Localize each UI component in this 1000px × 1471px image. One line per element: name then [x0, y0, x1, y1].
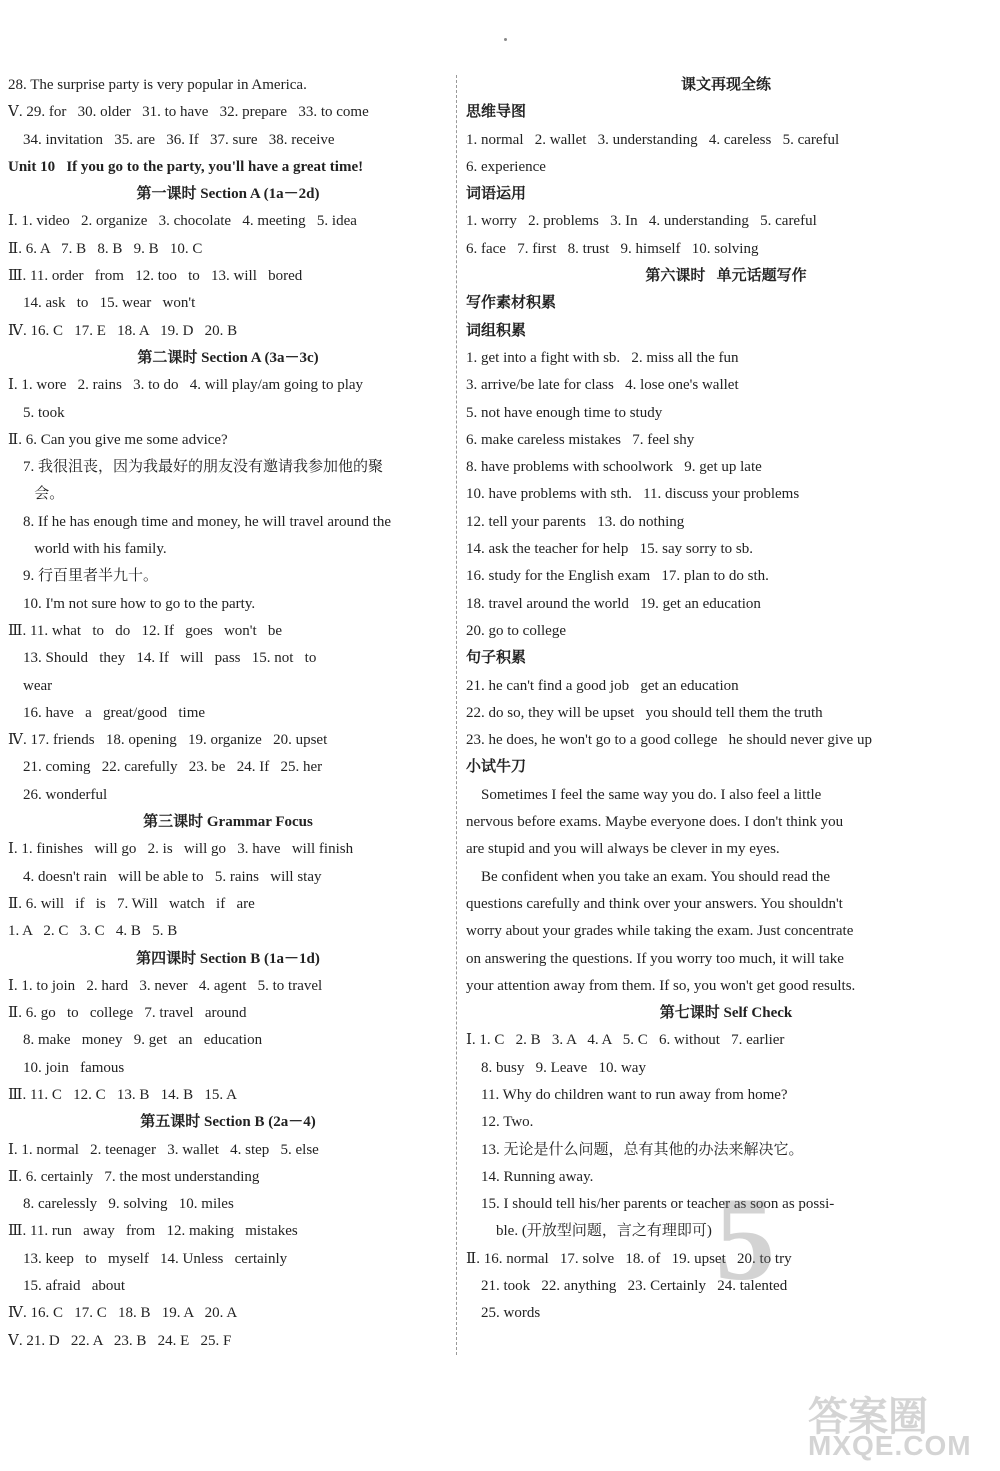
answer-line: 5. not have enough time to study — [466, 404, 663, 421]
answer-line: Ⅲ. 11. what to do 12. If goes won't be — [8, 622, 283, 639]
section-heading: 第六课时 单元话题写作 — [645, 268, 807, 285]
answer-line: Ⅰ. 1. to join 2. hard 3. never 4. agent 5. to travel — [8, 977, 323, 994]
answer-line: 12. Two. — [466, 1114, 534, 1131]
answer-line: Sometimes I feel the same way you do. I also feel a little — [466, 786, 822, 803]
answer-line: Ⅳ. 16. C 17. E 18. A 19. D 20. B — [8, 322, 238, 339]
section-heading: 第七课时 Self Check — [659, 1005, 793, 1022]
answer-line: 25. words — [466, 1305, 541, 1322]
answer-line: Ⅲ. 11. run away from 12. making mistakes — [8, 1223, 298, 1240]
answer-line: 14. Running away. — [466, 1168, 594, 1185]
answer-line: 21. coming 22. carefully 23. be 24. If 25. her — [8, 759, 323, 776]
answer-line: 5. took — [8, 404, 65, 421]
answer-line: 16. study for the English exam 17. plan to do sth. — [466, 568, 769, 585]
answer-line: Ⅰ. 1. wore 2. rains 3. to do 4. will play/am going to play — [8, 377, 364, 394]
right-column — [466, 72, 986, 1328]
answer-line: Ⅰ. 1. normal 2. teenager 3. wallet 4. step 5. else — [8, 1141, 319, 1158]
column-divider — [456, 75, 457, 1355]
answer-line: 10. have problems with sth. 11. discuss your problems — [466, 486, 800, 503]
section-heading: 第五课时 Section B (2a－4) — [140, 1114, 316, 1131]
answer-line: 10. join famous — [8, 1059, 125, 1076]
answer-line: 26. wonderful — [8, 786, 108, 803]
answer-line: Ⅲ. 11. C 12. C 13. B 14. B 15. A — [8, 1086, 237, 1103]
answer-line: 会。 — [8, 486, 65, 503]
subsection-heading: 小试牛刀 — [466, 759, 527, 776]
answer-line: 6. experience — [466, 158, 546, 175]
answer-line: 1. worry 2. problems 3. In 4. understanding 5. careful — [466, 213, 817, 230]
answer-line: 16. have a great/good time — [8, 704, 206, 721]
answer-line: Ⅱ. 6. Can you give me some advice? — [8, 431, 228, 448]
answer-line: world with his family. — [8, 541, 167, 558]
section-heading: 课文再现全练 — [680, 77, 771, 93]
answer-line: Ⅴ. 29. for 30. older 31. to have 32. prepare 33. to come — [8, 104, 369, 121]
answer-line: 13. keep to myself 14. Unless certainly — [8, 1250, 288, 1267]
answer-line: 13. 无论是什么问题，总有其他的办法来解决它。 — [466, 1141, 804, 1158]
answer-line: 11. Why do children want to run away from home? — [466, 1086, 788, 1103]
answer-line: 4. doesn't rain will be able to 5. rains will stay — [8, 868, 322, 885]
watermark-logo: 答案圈 — [808, 1395, 928, 1439]
answer-line: Ⅰ. 1. video 2. organize 3. chocolate 4. meeting 5. idea — [8, 213, 357, 230]
subsection-heading: 句子积累 — [466, 650, 527, 667]
subsection-heading: 思维导图 — [466, 104, 527, 121]
section-heading: 第一课时 Section A (1a－2d) — [136, 186, 320, 203]
answer-line: 14. ask the teacher for help 15. say sorry to sb. — [466, 541, 754, 558]
answer-line: 14. ask to 15. wear won't — [8, 295, 196, 312]
answer-line: 8. If he has enough time and money, he will travel around the — [8, 513, 392, 530]
answer-line: 8. have problems with schoolwork 9. get up late — [466, 459, 762, 476]
answer-line: your attention away from them. If so, you won't get good results. — [466, 977, 856, 994]
answer-line: Ⅳ. 16. C 17. C 18. B 19. A 20. A — [8, 1305, 238, 1322]
watermark-number: 5 — [715, 1172, 775, 1305]
answer-line: Ⅱ. 6. will if is 7. Will watch if are — [8, 895, 255, 912]
answer-line: Be confident when you take an exam. You should read the — [466, 868, 831, 885]
subsection-heading: Unit 10 If you go to the party, you'll have a great time! — [8, 158, 364, 175]
answer-line: Ⅲ. 11. order from 12. too to 13. will bored — [8, 268, 303, 285]
answer-line: questions carefully and think over your answers. You shouldn't — [466, 895, 843, 912]
answer-line: Ⅱ. 6. certainly 7. the most understanding — [8, 1168, 260, 1185]
answer-line: 20. go to college — [466, 622, 566, 639]
answer-line: 15. I should tell his/her parents or teacher as soon as possi- — [466, 1196, 835, 1213]
answer-line: 13. Should they 14. If will pass 15. not to — [8, 650, 317, 667]
answer-line: Ⅱ. 16. normal 17. solve 18. of 19. upset 20. to try — [466, 1250, 792, 1267]
answer-line: Ⅰ. 1. C 2. B 3. A 4. A 5. C 6. without 7. earlier — [466, 1032, 785, 1049]
answer-line: are stupid and you will always be clever in my eyes. — [466, 841, 780, 858]
answer-line: 1. get into a fight with sb. 2. miss all the fun — [466, 349, 739, 366]
answer-line: Ⅱ. 6. A 7. B 8. B 9. B 10. C — [8, 240, 203, 257]
answer-line: 10. I'm not sure how to go to the party. — [8, 595, 256, 612]
answer-line: 22. do so, they will be upset you should tell them the truth — [466, 704, 823, 721]
answer-line: 1. A 2. C 3. C 4. B 5. B — [8, 923, 178, 940]
answer-line: 9. 行百里者半九十。 — [8, 568, 159, 585]
left-column — [8, 72, 448, 1355]
section-heading: 第三课时 Grammar Focus — [143, 814, 313, 831]
answer-line: 23. he does, he won't go to a good college he should never give up — [466, 732, 872, 749]
answer-line: 3. arrive/be late for class 4. lose one's wallet — [466, 377, 739, 394]
answer-line: 18. travel around the world 19. get an education — [466, 595, 761, 612]
answer-line: 15. afraid about — [8, 1278, 126, 1295]
answer-line: wear — [8, 677, 53, 694]
section-heading: 第二课时 Section A (3a－3c) — [137, 349, 319, 366]
answer-line: 34. invitation 35. are 36. If 37. sure 38. receive — [8, 131, 335, 148]
answer-line: Ⅰ. 1. finishes will go 2. is will go 3. have will finish — [8, 841, 354, 858]
answer-line: 6. make careless mistakes 7. feel shy — [466, 431, 695, 448]
subsection-heading: 词组积累 — [466, 322, 527, 339]
answer-line: worry about your grades while taking the exam. Just concentrate — [466, 923, 854, 940]
answer-line: 21. took 22. anything 23. Certainly 24. talented — [466, 1278, 788, 1295]
answer-line: Ⅱ. 6. go to college 7. travel around — [8, 1005, 247, 1022]
watermark-site: MXQE.COM — [808, 1430, 972, 1461]
answer-line: 6. face 7. first 8. trust 9. himself 10. solving — [466, 240, 759, 257]
answer-line: 8. make money 9. get an education — [8, 1032, 263, 1049]
scan-dot — [504, 38, 507, 41]
answer-line: 8. busy 9. Leave 10. way — [466, 1059, 646, 1076]
answer-line: nervous before exams. Maybe everyone does. I don't think you — [466, 814, 844, 831]
answer-line: 7. 我很沮丧，因为我最好的朋友没有邀请我参加他的聚 — [8, 459, 384, 476]
answer-line: ble. (开放型问题，言之有理即可) — [466, 1223, 712, 1240]
answer-line: 1. normal 2. wallet 3. understanding 4. careless 5. careful — [466, 131, 840, 148]
answer-line: 8. carelessly 9. solving 10. miles — [8, 1196, 234, 1213]
answer-line: on answering the questions. If you worry too much, it will take — [466, 950, 844, 967]
answer-line: 12. tell your parents 13. do nothing — [466, 513, 685, 530]
subsection-heading: 词语运用 — [466, 186, 527, 203]
answer-line: 21. he can't find a good job get an education — [466, 677, 739, 694]
subsection-heading: 写作素材积累 — [466, 295, 557, 312]
answer-line: Ⅳ. 17. friends 18. opening 19. organize 20. upset — [8, 732, 328, 749]
answer-line: Ⅴ. 21. D 22. A 23. B 24. E 25. F — [8, 1332, 232, 1349]
answer-line: 28. The surprise party is very popular in America. — [8, 77, 307, 93]
section-heading: 第四课时 Section B (1a－1d) — [136, 950, 320, 967]
